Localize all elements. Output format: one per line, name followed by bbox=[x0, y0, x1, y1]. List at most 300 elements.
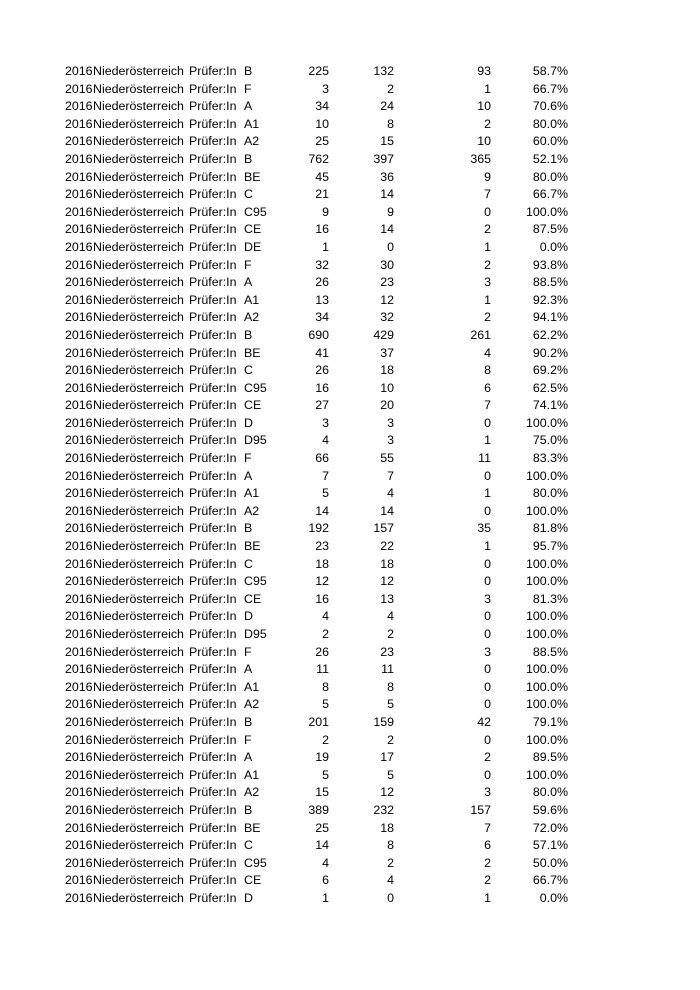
failed-count-cell: 2 bbox=[484, 257, 491, 272]
table-row bbox=[0, 221, 700, 239]
role-cell: Prüfer:In bbox=[189, 116, 237, 131]
year-cell: 2016 bbox=[65, 785, 93, 800]
total-count-cell: 9 bbox=[322, 204, 329, 219]
license-class-cell: B bbox=[244, 64, 253, 78]
year-cell: 2016 bbox=[65, 257, 93, 272]
total-count-cell: 45 bbox=[315, 169, 329, 184]
region-cell: Niederösterreich bbox=[93, 275, 184, 290]
pass-rate-cell: 79.1% bbox=[532, 714, 568, 729]
failed-count-cell: 1 bbox=[484, 486, 491, 501]
pass-rate-cell: 60.0% bbox=[532, 134, 568, 149]
role-cell: Prüfer:In bbox=[189, 415, 237, 430]
passed-count-cell: 12 bbox=[380, 292, 394, 307]
table-row bbox=[0, 450, 700, 468]
table-row bbox=[0, 239, 700, 257]
table-row bbox=[0, 784, 700, 802]
year-cell: 2016 bbox=[65, 415, 93, 430]
region-cell: Niederösterreich bbox=[93, 609, 184, 624]
table-row bbox=[0, 468, 700, 486]
failed-count-cell: 0 bbox=[484, 204, 491, 219]
total-count-cell: 7 bbox=[322, 468, 329, 483]
passed-count-cell: 4 bbox=[387, 486, 394, 501]
table-row bbox=[0, 292, 700, 310]
region-cell: Niederösterreich bbox=[93, 116, 184, 131]
pass-rate-cell: 100.0% bbox=[525, 503, 568, 518]
year-cell: 2016 bbox=[65, 468, 93, 483]
role-cell: Prüfer:In bbox=[189, 486, 237, 501]
table-row bbox=[0, 714, 700, 732]
region-cell: Niederösterreich bbox=[93, 345, 184, 360]
passed-count-cell: 2 bbox=[387, 732, 394, 747]
year-cell: 2016 bbox=[65, 714, 93, 729]
year-cell: 2016 bbox=[65, 679, 93, 694]
license-class-cell: A1 bbox=[244, 486, 260, 501]
passed-count-cell: 8 bbox=[387, 116, 394, 131]
passed-count-cell: 8 bbox=[387, 679, 394, 694]
license-class-cell: C bbox=[244, 187, 253, 202]
passed-count-cell: 397 bbox=[373, 151, 394, 166]
failed-count-cell: 0 bbox=[484, 679, 491, 694]
region-cell: Niederösterreich bbox=[93, 169, 184, 184]
pass-rate-cell: 100.0% bbox=[525, 732, 568, 747]
role-cell: Prüfer:In bbox=[189, 679, 237, 694]
role-cell: Prüfer:In bbox=[189, 345, 237, 360]
region-cell: Niederösterreich bbox=[93, 81, 184, 96]
failed-count-cell: 0 bbox=[484, 574, 491, 589]
failed-count-cell: 2 bbox=[484, 116, 491, 131]
failed-count-cell: 1 bbox=[484, 81, 491, 96]
region-cell: Niederösterreich bbox=[93, 697, 184, 712]
total-count-cell: 3 bbox=[322, 81, 329, 96]
total-count-cell: 34 bbox=[315, 310, 329, 325]
region-cell: Niederösterreich bbox=[93, 890, 184, 905]
passed-count-cell: 0 bbox=[387, 239, 394, 254]
total-count-cell: 26 bbox=[315, 363, 329, 378]
total-count-cell: 2 bbox=[322, 732, 329, 747]
total-count-cell: 1 bbox=[322, 890, 329, 905]
year-cell: 2016 bbox=[65, 503, 93, 518]
year-cell: 2016 bbox=[65, 222, 93, 237]
pass-rate-cell: 57.1% bbox=[532, 838, 568, 853]
table-row bbox=[0, 380, 700, 398]
table-row bbox=[0, 204, 700, 222]
license-class-cell: C95 bbox=[244, 574, 267, 589]
failed-count-cell: 7 bbox=[484, 398, 491, 413]
total-count-cell: 762 bbox=[308, 151, 329, 166]
license-class-cell: A1 bbox=[244, 116, 260, 131]
license-class-cell: D95 bbox=[244, 627, 267, 641]
region-cell: Niederösterreich bbox=[93, 415, 184, 430]
passed-count-cell: 159 bbox=[373, 714, 394, 729]
total-count-cell: 15 bbox=[315, 785, 329, 800]
failed-count-cell: 0 bbox=[484, 697, 491, 712]
failed-count-cell: 7 bbox=[484, 187, 491, 202]
region-cell: Niederösterreich bbox=[93, 398, 184, 413]
license-class-cell: A2 bbox=[244, 310, 260, 325]
license-class-cell: CE bbox=[244, 591, 262, 606]
passed-count-cell: 5 bbox=[387, 697, 394, 712]
total-count-cell: 14 bbox=[315, 838, 329, 853]
role-cell: Prüfer:In bbox=[189, 662, 237, 677]
license-class-cell: A bbox=[244, 468, 253, 483]
pass-rate-cell: 94.1% bbox=[532, 310, 568, 325]
failed-count-cell: 8 bbox=[484, 363, 491, 378]
region-cell: Niederösterreich bbox=[93, 662, 184, 677]
table-row bbox=[0, 257, 700, 275]
region-cell: Niederösterreich bbox=[93, 785, 184, 800]
failed-count-cell: 1 bbox=[484, 890, 491, 905]
role-cell: Prüfer:In bbox=[189, 539, 237, 554]
table-row bbox=[0, 485, 700, 503]
passed-count-cell: 5 bbox=[387, 767, 394, 782]
total-count-cell: 16 bbox=[315, 222, 329, 237]
passed-count-cell: 15 bbox=[380, 134, 394, 149]
passed-count-cell: 13 bbox=[380, 591, 394, 606]
failed-count-cell: 0 bbox=[484, 662, 491, 677]
year-cell: 2016 bbox=[65, 574, 93, 589]
total-count-cell: 25 bbox=[315, 820, 329, 835]
table-row bbox=[0, 608, 700, 626]
passed-count-cell: 37 bbox=[380, 345, 394, 360]
year-cell: 2016 bbox=[65, 64, 93, 78]
year-cell: 2016 bbox=[65, 890, 93, 905]
pass-rate-cell: 66.7% bbox=[532, 187, 568, 202]
pass-rate-cell: 69.2% bbox=[532, 363, 568, 378]
table-row bbox=[0, 151, 700, 169]
role-cell: Prüfer:In bbox=[189, 855, 237, 870]
license-class-cell: C bbox=[244, 363, 253, 378]
role-cell: Prüfer:In bbox=[189, 433, 237, 448]
license-class-cell: BE bbox=[244, 820, 261, 835]
role-cell: Prüfer:In bbox=[189, 802, 237, 817]
passed-count-cell: 23 bbox=[380, 644, 394, 659]
total-count-cell: 8 bbox=[322, 679, 329, 694]
pass-rate-cell: 100.0% bbox=[525, 767, 568, 782]
region-cell: Niederösterreich bbox=[93, 732, 184, 747]
role-cell: Prüfer:In bbox=[189, 64, 237, 78]
pass-rate-cell: 93.8% bbox=[532, 257, 568, 272]
license-class-cell: DE bbox=[244, 239, 262, 254]
year-cell: 2016 bbox=[65, 767, 93, 782]
license-class-cell: CE bbox=[244, 222, 262, 237]
pass-rate-cell: 62.2% bbox=[532, 327, 568, 342]
table-row bbox=[0, 679, 700, 697]
year-cell: 2016 bbox=[65, 644, 93, 659]
region-cell: Niederösterreich bbox=[93, 873, 184, 888]
license-class-cell: A bbox=[244, 99, 253, 114]
total-count-cell: 225 bbox=[308, 64, 329, 78]
failed-count-cell: 3 bbox=[484, 275, 491, 290]
region-cell: Niederösterreich bbox=[93, 539, 184, 554]
year-cell: 2016 bbox=[65, 134, 93, 149]
role-cell: Prüfer:In bbox=[189, 257, 237, 272]
passed-count-cell: 12 bbox=[380, 574, 394, 589]
pass-rate-cell: 100.0% bbox=[525, 609, 568, 624]
license-class-cell: F bbox=[244, 732, 252, 747]
role-cell: Prüfer:In bbox=[189, 204, 237, 219]
pass-rate-cell: 100.0% bbox=[525, 574, 568, 589]
failed-count-cell: 4 bbox=[484, 345, 491, 360]
role-cell: Prüfer:In bbox=[189, 609, 237, 624]
role-cell: Prüfer:In bbox=[189, 873, 237, 888]
failed-count-cell: 1 bbox=[484, 539, 491, 554]
year-cell: 2016 bbox=[65, 310, 93, 325]
role-cell: Prüfer:In bbox=[189, 890, 237, 905]
year-cell: 2016 bbox=[65, 697, 93, 712]
failed-count-cell: 2 bbox=[484, 310, 491, 325]
year-cell: 2016 bbox=[65, 99, 93, 114]
year-cell: 2016 bbox=[65, 151, 93, 166]
region-cell: Niederösterreich bbox=[93, 239, 184, 254]
license-class-cell: F bbox=[244, 451, 252, 466]
pass-rate-cell: 100.0% bbox=[525, 556, 568, 571]
role-cell: Prüfer:In bbox=[189, 521, 237, 536]
table-row bbox=[0, 661, 700, 679]
table-row bbox=[0, 890, 700, 908]
role-cell: Prüfer:In bbox=[189, 187, 237, 202]
failed-count-cell: 11 bbox=[478, 451, 491, 466]
year-cell: 2016 bbox=[65, 521, 93, 536]
region-cell: Niederösterreich bbox=[93, 855, 184, 870]
role-cell: Prüfer:In bbox=[189, 99, 237, 114]
license-class-cell: C bbox=[244, 838, 253, 853]
total-count-cell: 21 bbox=[315, 187, 329, 202]
region-cell: Niederösterreich bbox=[93, 204, 184, 219]
year-cell: 2016 bbox=[65, 591, 93, 606]
license-class-cell: D95 bbox=[244, 433, 267, 448]
table-row bbox=[0, 802, 700, 820]
role-cell: Prüfer:In bbox=[189, 627, 237, 641]
passed-count-cell: 18 bbox=[380, 820, 394, 835]
region-cell: Niederösterreich bbox=[93, 292, 184, 307]
table-row bbox=[0, 274, 700, 292]
passed-count-cell: 4 bbox=[387, 873, 394, 888]
passed-count-cell: 132 bbox=[373, 64, 394, 78]
region-cell: Niederösterreich bbox=[93, 433, 184, 448]
license-class-cell: C95 bbox=[244, 380, 267, 395]
table-row bbox=[0, 432, 700, 450]
region-cell: Niederösterreich bbox=[93, 503, 184, 518]
pass-rate-cell: 50.0% bbox=[532, 855, 568, 870]
region-cell: Niederösterreich bbox=[93, 750, 184, 765]
table-row bbox=[0, 573, 700, 591]
passed-count-cell: 11 bbox=[381, 662, 394, 677]
role-cell: Prüfer:In bbox=[189, 363, 237, 378]
license-class-cell: B bbox=[244, 714, 253, 729]
year-cell: 2016 bbox=[65, 820, 93, 835]
pass-rate-cell: 87.5% bbox=[532, 222, 568, 237]
year-cell: 2016 bbox=[65, 838, 93, 853]
table-row bbox=[0, 327, 700, 345]
license-class-cell: A bbox=[244, 662, 253, 677]
failed-count-cell: 365 bbox=[470, 151, 491, 166]
year-cell: 2016 bbox=[65, 627, 93, 641]
role-cell: Prüfer:In bbox=[189, 785, 237, 800]
table-row bbox=[0, 520, 700, 538]
table-row bbox=[0, 872, 700, 890]
role-cell: Prüfer:In bbox=[189, 169, 237, 184]
data-table bbox=[0, 63, 700, 908]
total-count-cell: 14 bbox=[315, 503, 329, 518]
failed-count-cell: 1 bbox=[484, 292, 491, 307]
pass-rate-cell: 80.0% bbox=[532, 116, 568, 131]
pass-rate-cell: 59.6% bbox=[532, 802, 568, 817]
total-count-cell: 66 bbox=[315, 451, 329, 466]
role-cell: Prüfer:In bbox=[189, 697, 237, 712]
year-cell: 2016 bbox=[65, 81, 93, 96]
pass-rate-cell: 90.2% bbox=[532, 345, 568, 360]
failed-count-cell: 2 bbox=[484, 855, 491, 870]
role-cell: Prüfer:In bbox=[189, 820, 237, 835]
year-cell: 2016 bbox=[65, 855, 93, 870]
license-class-cell: A2 bbox=[244, 503, 260, 518]
pass-rate-cell: 100.0% bbox=[525, 415, 568, 430]
failed-count-cell: 0 bbox=[484, 767, 491, 782]
role-cell: Prüfer:In bbox=[189, 732, 237, 747]
region-cell: Niederösterreich bbox=[93, 486, 184, 501]
year-cell: 2016 bbox=[65, 116, 93, 131]
table-row bbox=[0, 133, 700, 151]
total-count-cell: 389 bbox=[308, 802, 329, 817]
total-count-cell: 18 bbox=[315, 556, 329, 571]
year-cell: 2016 bbox=[65, 239, 93, 254]
role-cell: Prüfer:In bbox=[189, 838, 237, 853]
table-row bbox=[0, 503, 700, 521]
region-cell: Niederösterreich bbox=[93, 679, 184, 694]
passed-count-cell: 20 bbox=[380, 398, 394, 413]
table-row bbox=[0, 345, 700, 363]
failed-count-cell: 6 bbox=[484, 838, 491, 853]
region-cell: Niederösterreich bbox=[93, 363, 184, 378]
pass-rate-cell: 80.0% bbox=[532, 785, 568, 800]
passed-count-cell: 7 bbox=[387, 468, 394, 483]
passed-count-cell: 2 bbox=[387, 855, 394, 870]
region-cell: Niederösterreich bbox=[93, 802, 184, 817]
license-class-cell: A1 bbox=[244, 767, 260, 782]
total-count-cell: 25 bbox=[315, 134, 329, 149]
passed-count-cell: 14 bbox=[380, 503, 394, 518]
total-count-cell: 1 bbox=[322, 239, 329, 254]
role-cell: Prüfer:In bbox=[189, 327, 237, 342]
passed-count-cell: 24 bbox=[380, 99, 394, 114]
year-cell: 2016 bbox=[65, 380, 93, 395]
region-cell: Niederösterreich bbox=[93, 222, 184, 237]
pass-rate-cell: 52.1% bbox=[532, 151, 568, 166]
total-count-cell: 26 bbox=[315, 275, 329, 290]
total-count-cell: 32 bbox=[315, 257, 329, 272]
failed-count-cell: 35 bbox=[477, 521, 491, 536]
region-cell: Niederösterreich bbox=[93, 257, 184, 272]
region-cell: Niederösterreich bbox=[93, 310, 184, 325]
table-row bbox=[0, 749, 700, 767]
table-row bbox=[0, 98, 700, 116]
pass-rate-cell: 100.0% bbox=[525, 679, 568, 694]
passed-count-cell: 429 bbox=[373, 327, 394, 342]
license-class-cell: BE bbox=[244, 169, 261, 184]
passed-count-cell: 12 bbox=[380, 785, 394, 800]
pass-rate-cell: 88.5% bbox=[532, 275, 568, 290]
pass-rate-cell: 80.0% bbox=[532, 486, 568, 501]
table-row bbox=[0, 644, 700, 662]
passed-count-cell: 3 bbox=[387, 433, 394, 448]
table-row bbox=[0, 837, 700, 855]
region-cell: Niederösterreich bbox=[93, 838, 184, 853]
failed-count-cell: 0 bbox=[484, 503, 491, 518]
total-count-cell: 16 bbox=[315, 591, 329, 606]
year-cell: 2016 bbox=[65, 169, 93, 184]
pass-rate-cell: 92.3% bbox=[532, 292, 568, 307]
table-row bbox=[0, 767, 700, 785]
failed-count-cell: 3 bbox=[484, 644, 491, 659]
year-cell: 2016 bbox=[65, 275, 93, 290]
passed-count-cell: 2 bbox=[387, 627, 394, 641]
region-cell: Niederösterreich bbox=[93, 767, 184, 782]
region-cell: Niederösterreich bbox=[93, 451, 184, 466]
passed-count-cell: 8 bbox=[387, 838, 394, 853]
license-class-cell: BE bbox=[244, 539, 261, 554]
pass-rate-cell: 0.0% bbox=[539, 239, 568, 254]
pass-rate-cell: 83.3% bbox=[532, 451, 568, 466]
failed-count-cell: 157 bbox=[470, 802, 491, 817]
passed-count-cell: 30 bbox=[380, 257, 394, 272]
region-cell: Niederösterreich bbox=[93, 327, 184, 342]
license-class-cell: A bbox=[244, 750, 253, 765]
year-cell: 2016 bbox=[65, 398, 93, 413]
license-class-cell: D bbox=[244, 609, 253, 624]
failed-count-cell: 0 bbox=[484, 609, 491, 624]
year-cell: 2016 bbox=[65, 292, 93, 307]
year-cell: 2016 bbox=[65, 732, 93, 747]
total-count-cell: 11 bbox=[316, 662, 329, 677]
total-count-cell: 4 bbox=[322, 433, 329, 448]
license-class-cell: D bbox=[244, 415, 253, 430]
license-class-cell: B bbox=[244, 151, 253, 166]
failed-count-cell: 6 bbox=[484, 380, 491, 395]
region-cell: Niederösterreich bbox=[93, 714, 184, 729]
role-cell: Prüfer:In bbox=[189, 468, 237, 483]
passed-count-cell: 55 bbox=[380, 451, 394, 466]
passed-count-cell: 23 bbox=[380, 275, 394, 290]
failed-count-cell: 0 bbox=[484, 732, 491, 747]
role-cell: Prüfer:In bbox=[189, 556, 237, 571]
pass-rate-cell: 89.5% bbox=[532, 750, 568, 765]
pass-rate-cell: 100.0% bbox=[525, 697, 568, 712]
license-class-cell: BE bbox=[244, 345, 261, 360]
role-cell: Prüfer:In bbox=[189, 574, 237, 589]
failed-count-cell: 0 bbox=[484, 415, 491, 430]
year-cell: 2016 bbox=[65, 451, 93, 466]
pass-rate-cell: 74.1% bbox=[532, 398, 568, 413]
license-class-cell: C bbox=[244, 556, 253, 571]
license-class-cell: A bbox=[244, 275, 253, 290]
pass-rate-cell: 72.0% bbox=[532, 820, 568, 835]
total-count-cell: 192 bbox=[308, 521, 329, 536]
table-row bbox=[0, 81, 700, 99]
role-cell: Prüfer:In bbox=[189, 380, 237, 395]
table-row bbox=[0, 186, 700, 204]
table-row bbox=[0, 820, 700, 838]
failed-count-cell: 3 bbox=[484, 785, 491, 800]
total-count-cell: 16 bbox=[315, 380, 329, 395]
license-class-cell: F bbox=[244, 81, 252, 96]
table-row bbox=[0, 855, 700, 873]
role-cell: Prüfer:In bbox=[189, 151, 237, 166]
table-row bbox=[0, 696, 700, 714]
failed-count-cell: 42 bbox=[477, 714, 491, 729]
year-cell: 2016 bbox=[65, 363, 93, 378]
passed-count-cell: 18 bbox=[380, 556, 394, 571]
license-class-cell: A1 bbox=[244, 292, 260, 307]
